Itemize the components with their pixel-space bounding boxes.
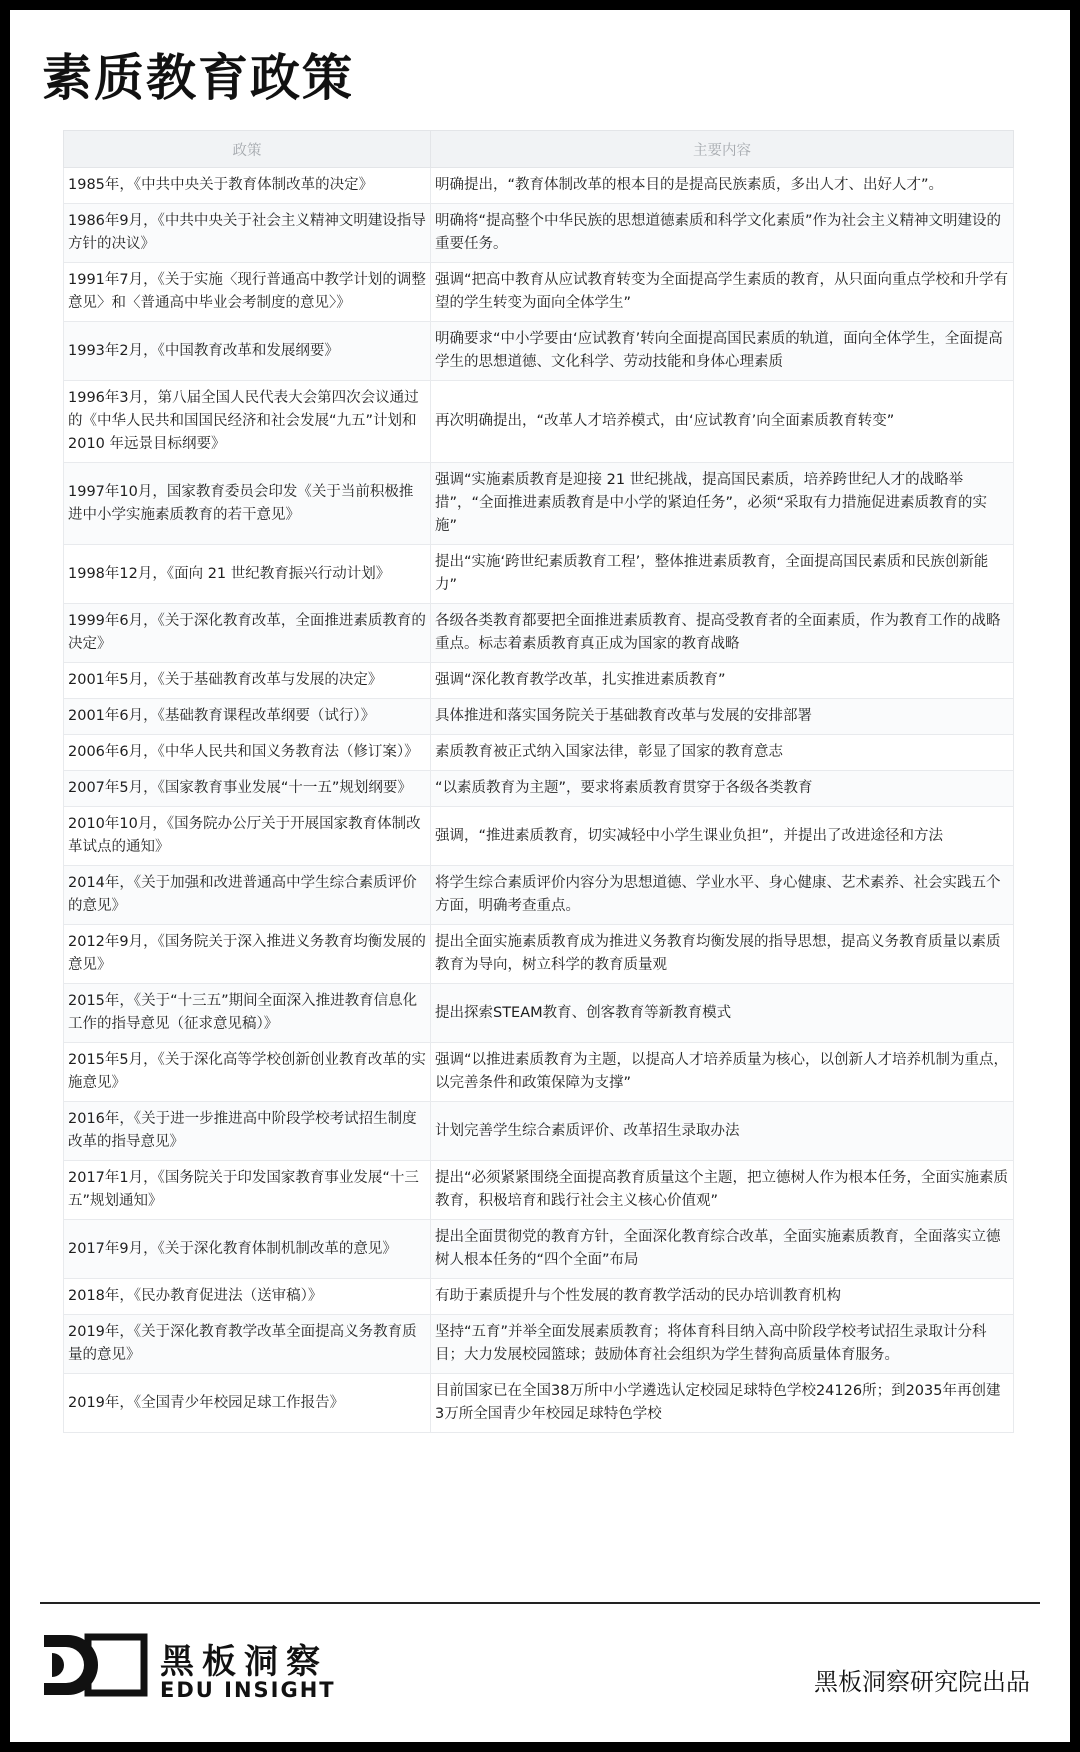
table-row bbox=[64, 1220, 1014, 1279]
policy-cell: 2018年，《民办教育促进法（送审稿）》 bbox=[64, 1279, 431, 1315]
table-row bbox=[64, 1374, 1014, 1433]
content-cell: 明确要求“中小学要由‘应试教育’转向全面提高国民素质的轨道，面向全体学生，全面提高学生的思想道德、文化科学、劳动技能和身体心理素质 bbox=[431, 322, 1014, 381]
column-header-policy: 政策 bbox=[64, 131, 431, 168]
table-row bbox=[64, 663, 1014, 699]
table-row bbox=[64, 866, 1014, 925]
content-cell: 坚持“五育”并举全面发展素质教育；将体育科目纳入高中阶段学校考试招生录取计分科目；大力发展校园篮球；鼓励体育社会组织为学生替狗高质量体育服务。 bbox=[431, 1315, 1014, 1374]
table-row bbox=[64, 168, 1014, 204]
content-cell: 明确将“提高整个中华民族的思想道德素质和科学文化素质”作为社会主义精神文明建设的重要任务。 bbox=[431, 204, 1014, 263]
page-title: 素质教育政策 bbox=[42, 49, 354, 107]
policy-cell: 2001年5月，《关于基础教育改革与发展的决定》 bbox=[64, 663, 431, 699]
table-row bbox=[64, 1279, 1014, 1315]
table-row bbox=[64, 1161, 1014, 1220]
table-header-row bbox=[64, 131, 1014, 168]
footer-divider bbox=[40, 1602, 1040, 1604]
table-row bbox=[64, 735, 1014, 771]
policy-cell: 2010年10月，《国务院办公厅关于开展国家教育体制改革试点的通知》 bbox=[64, 807, 431, 866]
table-row bbox=[64, 263, 1014, 322]
policy-table bbox=[63, 130, 1014, 1433]
brand-name-cn: 黑板洞察 bbox=[160, 1642, 328, 1682]
content-cell: 提出全面实施素质教育成为推进义务教育均衡发展的指导思想，提高义务教育质量以素质教育为导向，树立科学的教育质量观 bbox=[431, 925, 1014, 984]
brand-name-en: EDU INSIGHT bbox=[160, 1678, 336, 1702]
policy-cell: 2007年5月，《国家教育事业发展“十一五”规划纲要》 bbox=[64, 771, 431, 807]
policy-cell: 1996年3月，第八届全国人民代表大会第四次会议通过的《中华人民共和国国民经济和社会发展“九五”计划和 2010 年远景目标纲要》 bbox=[64, 381, 431, 463]
table-row bbox=[64, 925, 1014, 984]
table-row bbox=[64, 381, 1014, 463]
policy-cell: 1985年，《中共中央关于教育体制改革的决定》 bbox=[64, 168, 431, 204]
table-row bbox=[64, 545, 1014, 604]
table-row bbox=[64, 984, 1014, 1043]
content-cell: 各级各类教育都要把全面推进素质教育、提高受教育者的全面素质，作为教育工作的战略重点。标志着素质教育真正成为国家的教育战略 bbox=[431, 604, 1014, 663]
content-cell: 目前国家已在全国38万所中小学遴选认定校园足球特色学校24126所；到2035年再创建3万所全国青少年校园足球特色学校 bbox=[431, 1374, 1014, 1433]
content-cell: 提出“必须紧紧围绕全面提高教育质量这个主题，把立德树人作为根本任务，全面实施素质教育，积极培育和践行社会主义核心价值观” bbox=[431, 1161, 1014, 1220]
content-cell: 将学生综合素质评价内容分为思想道德、学业水平、身心健康、艺术素养、社会实践五个方面，明确考查重点。 bbox=[431, 866, 1014, 925]
content-cell: “以素质教育为主题”，要求将素质教育贯穿于各级各类教育 bbox=[431, 771, 1014, 807]
content-cell: 提出探索STEAM教育、创客教育等新教育模式 bbox=[431, 984, 1014, 1043]
table-row bbox=[64, 1315, 1014, 1374]
policy-cell: 1991年7月，《关于实施〈现行普通高中教学计划的调整意见〉和〈普通高中毕业会考制度的意见〉》 bbox=[64, 263, 431, 322]
content-cell: 强调“实施素质教育是迎接 21 世纪挑战，提高国民素质，培养跨世纪人才的战略举措”，“全面推进素质教育是中小学的紧迫任务”，必须“采取有力措施促进素质教育的实施” bbox=[431, 463, 1014, 545]
policy-cell: 1993年2月，《中国教育改革和发展纲要》 bbox=[64, 322, 431, 381]
content-cell: 素质教育被正式纳入国家法律，彰显了国家的教育意志 bbox=[431, 735, 1014, 771]
policy-cell: 2014年，《关于加强和改进普通高中学生综合素质评价的意见》 bbox=[64, 866, 431, 925]
table-row bbox=[64, 463, 1014, 545]
page-frame bbox=[10, 10, 1070, 1742]
content-cell: 强调，“推进素质教育，切实减轻中小学生课业负担”，并提出了改进途径和方法 bbox=[431, 807, 1014, 866]
table-row bbox=[64, 807, 1014, 866]
policy-cell: 2006年6月，《中华人民共和国义务教育法（修订案）》 bbox=[64, 735, 431, 771]
content-cell: 再次明确提出，“改革人才培养模式，由‘应试教育’向全面素质教育转变” bbox=[431, 381, 1014, 463]
edu-insight-logo-icon bbox=[44, 1633, 148, 1697]
table-row bbox=[64, 204, 1014, 263]
policy-cell: 2019年，《全国青少年校园足球工作报告》 bbox=[64, 1374, 431, 1433]
policy-cell: 1986年9月，《中共中央关于社会主义精神文明建设指导方针的决议》 bbox=[64, 204, 431, 263]
content-cell: 具体推进和落实国务院关于基础教育改革与发展的安排部署 bbox=[431, 699, 1014, 735]
column-header-content: 主要内容 bbox=[431, 131, 1014, 168]
table-row bbox=[64, 771, 1014, 807]
policy-cell: 2001年6月，《基础教育课程改革纲要（试行）》 bbox=[64, 699, 431, 735]
table-row bbox=[64, 1043, 1014, 1102]
content-cell: 计划完善学生综合素质评价、改革招生录取办法 bbox=[431, 1102, 1014, 1161]
table-body bbox=[64, 168, 1014, 1433]
table-row bbox=[64, 699, 1014, 735]
content-cell: 有助于素质提升与个性发展的教育教学活动的民办培训教育机构 bbox=[431, 1279, 1014, 1315]
table-row bbox=[64, 322, 1014, 381]
table-row bbox=[64, 1102, 1014, 1161]
policy-cell: 1998年12月，《面向 21 世纪教育振兴行动计划》 bbox=[64, 545, 431, 604]
policy-cell: 2019年，《关于深化教育教学改革全面提高义务教育质量的意见》 bbox=[64, 1315, 431, 1374]
policy-cell: 1997年10月，国家教育委员会印发《关于当前积极推进中小学实施素质教育的若干意见》 bbox=[64, 463, 431, 545]
content-cell: 强调“深化教育教学改革，扎实推进素质教育” bbox=[431, 663, 1014, 699]
policy-cell: 2017年1月，《国务院关于印发国家教育事业发展“十三五”规划通知》 bbox=[64, 1161, 431, 1220]
policy-cell: 2016年，《关于进一步推进高中阶段学校考试招生制度改革的指导意见》 bbox=[64, 1102, 431, 1161]
content-cell: 强调“把高中教育从应试教育转变为全面提高学生素质的教育，从只面向重点学校和升学有望的学生转变为面向全体学生” bbox=[431, 263, 1014, 322]
content-cell: 提出“实施‘跨世纪素质教育工程’，整体推进素质教育，全面提高国民素质和民族创新能力” bbox=[431, 545, 1014, 604]
policy-cell: 2015年，《关于“十三五”期间全面深入推进教育信息化工作的指导意见（征求意见稿）》 bbox=[64, 984, 431, 1043]
content-cell: 强调“以推进素质教育为主题，以提高人才培养质量为核心，以创新人才培养机制为重点，以完善条件和政策保障为支撑” bbox=[431, 1043, 1014, 1102]
policy-cell: 2015年5月，《关于深化高等学校创新创业教育改革的实施意见》 bbox=[64, 1043, 431, 1102]
publisher-credit: 黑板洞察研究院出品 bbox=[814, 1668, 1030, 1696]
table-row bbox=[64, 604, 1014, 663]
policy-cell: 1999年6月，《关于深化教育改革，全面推进素质教育的决定》 bbox=[64, 604, 431, 663]
policy-cell: 2012年9月，《国务院关于深入推进义务教育均衡发展的意见》 bbox=[64, 925, 431, 984]
content-cell: 明确提出，“教育体制改革的根本目的是提高民族素质，多出人才、出好人才”。 bbox=[431, 168, 1014, 204]
content-cell: 提出全面贯彻党的教育方针，全面深化教育综合改革，全面实施素质教育，全面落实立德树人根本任务的“四个全面”布局 bbox=[431, 1220, 1014, 1279]
policy-cell: 2017年9月，《关于深化教育体制机制改革的意见》 bbox=[64, 1220, 431, 1279]
